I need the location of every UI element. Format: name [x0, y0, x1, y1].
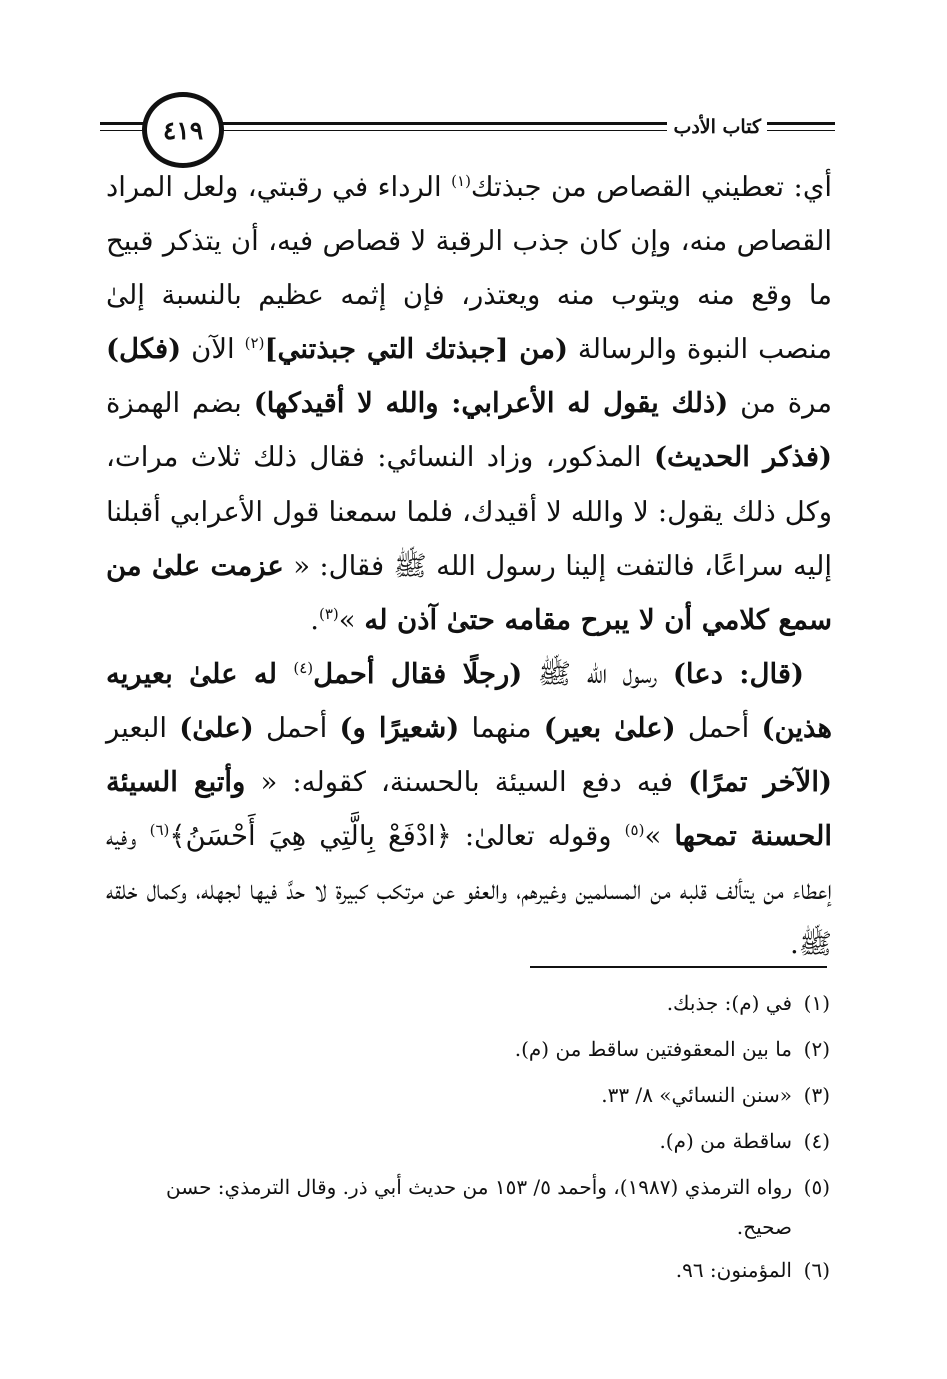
- page-number: ٤١٩: [162, 115, 204, 145]
- bold-run: (ذلك يقول له الأعرابي: والله لا أقيدكها): [253, 387, 729, 420]
- footnote-number: (٢): [803, 1037, 830, 1061]
- text-run: الآن: [181, 333, 245, 366]
- bold-run: (فكل): [106, 333, 182, 366]
- footnote-text: ما بين المعقوفتين ساقط من (م).: [514, 1037, 792, 1061]
- footnote-separator: [530, 966, 827, 968]
- footnote-text: المؤمنون: ٩٦.: [675, 1258, 792, 1282]
- footnote-text: ساقطة من (م).: [659, 1129, 792, 1153]
- text-run: فيه دفع السيئة بالحسنة، كقوله: «: [245, 766, 689, 799]
- footnote-ref: (٥): [624, 820, 645, 839]
- footnote-number: (٦): [803, 1258, 830, 1282]
- footnote-ref: (٢): [244, 334, 265, 353]
- bold-run: (علىٰ): [179, 711, 254, 744]
- footnote-ref: (٤): [293, 658, 314, 677]
- text-run: »: [338, 603, 365, 636]
- text-run: المذكور، وزاد النسائي: فقال ذلك ثلاث مرات، وكل ذلك يقول: لا والله لا أقيدك، فلما سمعنا قول الأعرابي أقبلنا إليه سراعًا، فالتفت إلينا رسول الله ﷺ فقال: «: [106, 441, 833, 582]
- text-run: أي: تعطيني القصاص من جبذتك: [470, 171, 832, 203]
- main-text: [106, 160, 832, 971]
- text-run: وفيه إعطاء من يتألف قلبه من المسلمين وغيرهم، والعفو عن مرتكب كبيرة لا حدَّ فيها لجهله، وكمال خلقه ﷺ.: [106, 820, 832, 961]
- footnote-text: في (م): جذبك.: [666, 991, 792, 1015]
- footnote-text: رواه الترمذي (١٩٨٧)، وأحمد ٥/ ١٥٣ من حديث أبي ذر. وقال الترمذي: حسن صحيح.: [166, 1175, 792, 1239]
- text-run: وقوله تعالىٰ: ﴿ادْفَعْ بِالَّتِي هِيَ أَحْسَنُ﴾: [169, 820, 625, 853]
- footnote-number: (٤): [803, 1129, 830, 1153]
- bold-run: (رجلًا فقال أحمل: [313, 657, 523, 690]
- footnote-number: (٥): [803, 1175, 830, 1199]
- footnote-ref: (١): [451, 171, 471, 190]
- bold-run: (علىٰ بعير): [543, 711, 676, 744]
- bold-run: وأتبع السيئة الحسنة تمحها: [106, 766, 833, 853]
- bold-run: (قال: دعا): [672, 657, 804, 690]
- paragraph-1: [106, 160, 832, 647]
- text-run: مرة من: [728, 387, 832, 420]
- text-run: البعير: [106, 711, 180, 744]
- text-run: .: [310, 603, 319, 636]
- paragraph-2: [106, 647, 832, 972]
- footnote-text: «سنن النسائي» ٨/ ٣٣.: [601, 1083, 792, 1107]
- footnote-number: (١): [803, 991, 830, 1015]
- footnotes: [106, 980, 830, 1293]
- footnote-5: [106, 1164, 830, 1247]
- text-run: أحمل: [253, 711, 340, 744]
- text-run: بضم الهمزة: [106, 387, 254, 420]
- footnote-2: [106, 1026, 830, 1072]
- text-run: منهما: [459, 711, 544, 744]
- bold-run: عزمت علىٰ من سمع كلامي أن لا يبرح مقامه حتىٰ آذن له: [106, 549, 832, 636]
- bold-run: (فذكر الحديث): [653, 441, 832, 474]
- footnote-ref: (٦): [149, 820, 170, 839]
- footnote-ref: (٣): [319, 604, 339, 623]
- bold-run: (الآخر تمرًا): [688, 766, 832, 799]
- bold-run: له علىٰ بعيريه هذين): [106, 657, 832, 744]
- footnote-number: (٣): [803, 1083, 830, 1107]
- running-title: كتاب الأدب: [667, 116, 767, 138]
- text-run: الرداء في رقبتي، ولعل المراد القصاص منه، وإن كان جذب الرقبة لا قصاص فيه، أن يتذكر قبيح ما وقع منه ويتوب منه ويعتذر، فإن إثمه عظيم بالنسبة إلىٰ منصب النبوة والرسالة: [106, 171, 832, 366]
- text-run: »: [644, 820, 675, 853]
- footnote-3: [106, 1072, 830, 1118]
- footnote-4: [106, 1118, 830, 1164]
- bold-run: (من [جبذتك التي جبذتني]: [264, 333, 568, 366]
- page-number-badge: [142, 92, 224, 168]
- text-run: أحمل: [675, 711, 762, 744]
- footnote-1: [106, 980, 830, 1026]
- footnote-6: [106, 1247, 830, 1293]
- page-header: [100, 92, 835, 164]
- bold-run: (شعيرًا و): [339, 711, 460, 744]
- text-run: رسول الله ﷺ: [522, 657, 673, 690]
